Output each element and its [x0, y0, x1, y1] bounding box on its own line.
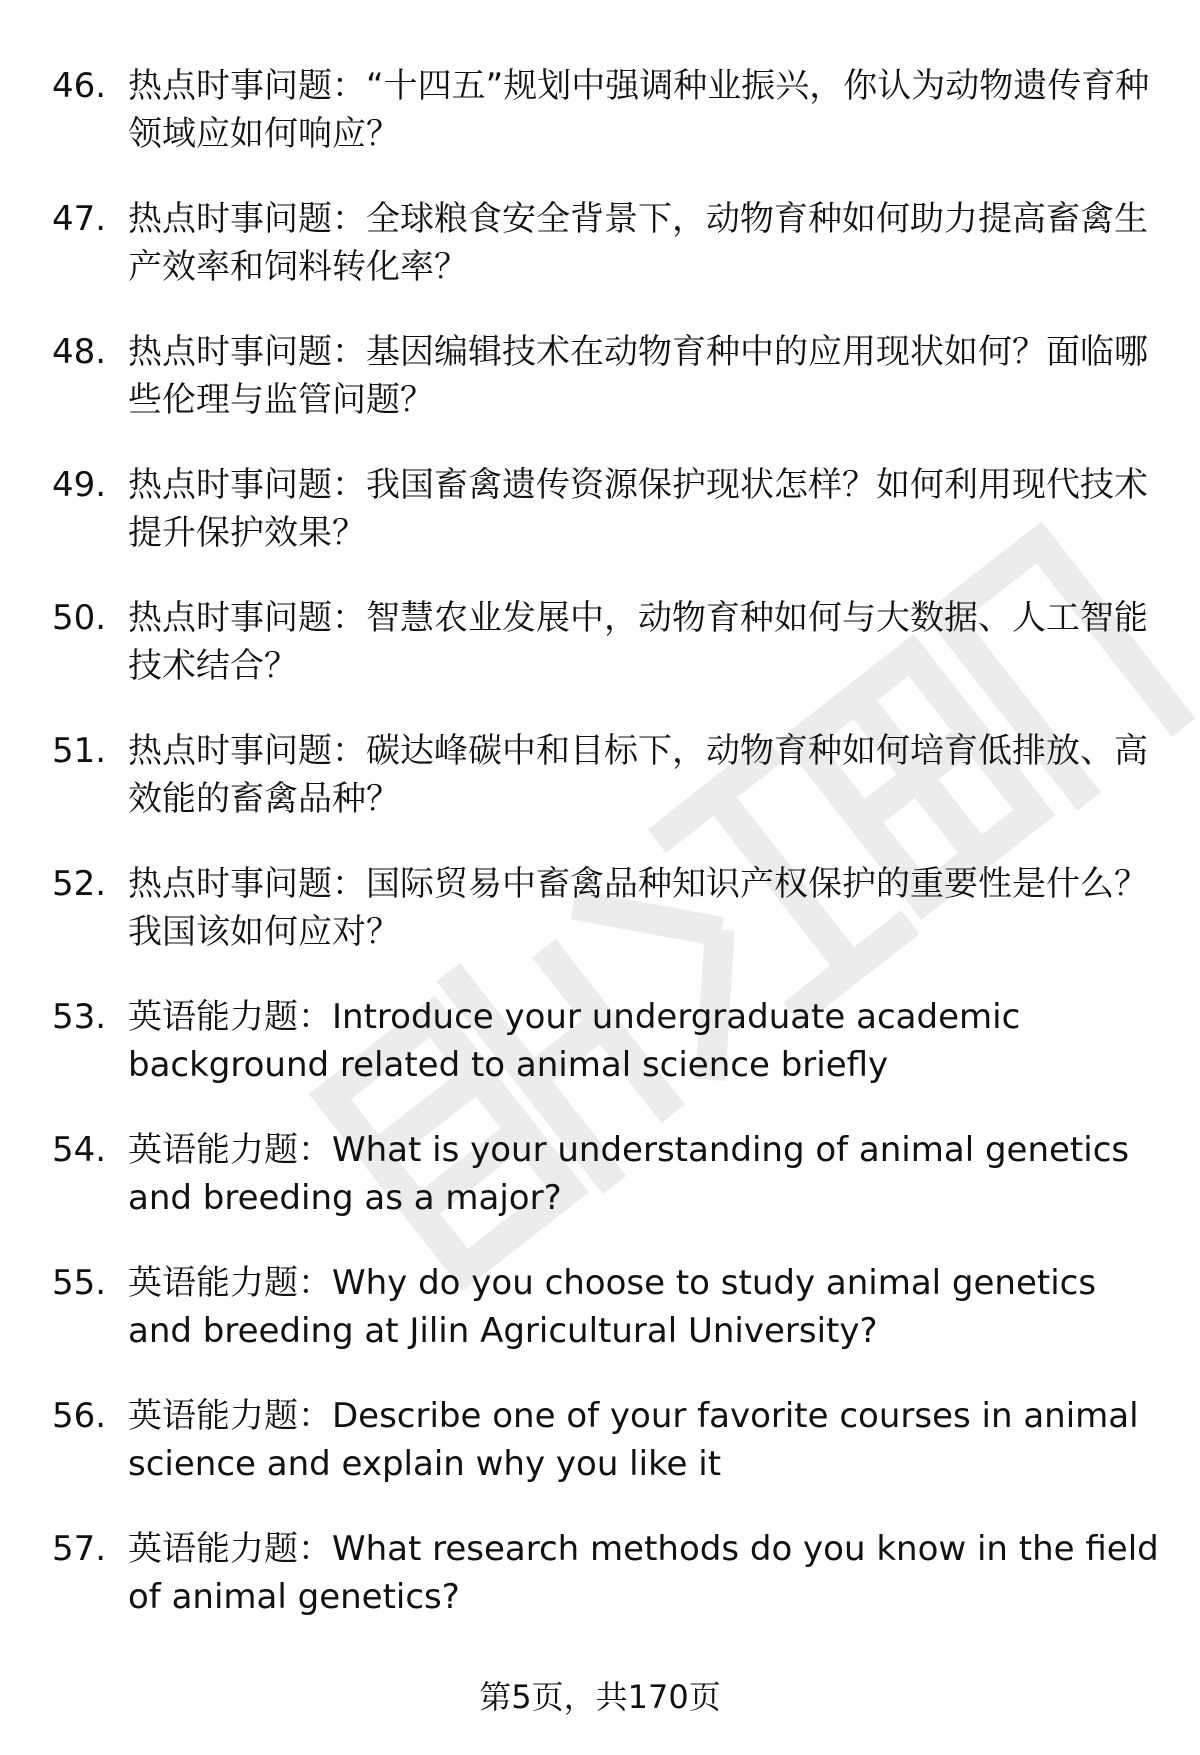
question-number: 52. — [52, 864, 107, 904]
question-list — [52, 62, 1162, 1658]
question-number: 56. — [52, 1396, 107, 1436]
question-text: 热点时事问题：我国畜禽遗传资源保护现状怎样？如何利用现代技术提升保护效果？ — [128, 465, 1148, 553]
question-item — [52, 1126, 1162, 1222]
question-item — [52, 328, 1162, 424]
question-number: 53. — [52, 997, 107, 1037]
question-text: 英语能力题：Describe one of your favorite courses in animal science and explain why you like it — [128, 1396, 1139, 1484]
question-item — [52, 62, 1162, 158]
question-text: 英语能力题：Why do you choose to study animal genetics and breeding at Jilin Agricultural University? — [128, 1263, 1097, 1351]
question-number: 50. — [52, 598, 107, 638]
question-number: 48. — [52, 332, 107, 372]
question-text: 热点时事问题：“十四五”规划中强调种业振兴，你认为动物遗传育种领域应如何响应？ — [128, 66, 1150, 154]
question-item — [52, 1525, 1162, 1621]
question-number: 46. — [52, 66, 107, 106]
question-item — [52, 727, 1162, 823]
question-number: 47. — [52, 199, 107, 239]
question-text: 英语能力题：What is your understanding of animal genetics and breeding as a major? — [128, 1130, 1130, 1218]
question-number: 55. — [52, 1263, 107, 1303]
question-text: 热点时事问题：基因编辑技术在动物育种中的应用现状如何？面临哪些伦理与监管问题？ — [128, 332, 1148, 420]
page-footer: 第5页，共170页 — [479, 1678, 721, 1716]
question-text: 热点时事问题：国际贸易中畜禽品种知识产权保护的重要性是什么？我国该如何应对？ — [128, 864, 1148, 952]
question-text: 英语能力题：What research methods do you know in the field of animal genetics? — [128, 1529, 1159, 1617]
question-item — [52, 860, 1162, 956]
question-number: 51. — [52, 731, 107, 771]
question-item — [52, 594, 1162, 690]
question-item — [52, 993, 1162, 1089]
question-item — [52, 1259, 1162, 1355]
question-item — [52, 1392, 1162, 1488]
question-text: 热点时事问题：碳达峰碳中和目标下，动物育种如何培育低排放、高效能的畜禽品种？ — [128, 731, 1148, 819]
question-text: 热点时事问题：全球粮食安全背景下，动物育种如何助力提高畜禽生产效率和饲料转化率？ — [128, 199, 1148, 287]
question-number: 57. — [52, 1529, 107, 1569]
question-text: 热点时事问题：智慧农业发展中，动物育种如何与大数据、人工智能技术结合？ — [128, 598, 1148, 686]
question-text: 英语能力题：Introduce your undergraduate academic background related to animal science briefly — [128, 997, 1021, 1085]
question-number: 49. — [52, 465, 107, 505]
question-item — [52, 461, 1162, 557]
question-number: 54. — [52, 1130, 107, 1170]
question-item — [52, 195, 1162, 291]
